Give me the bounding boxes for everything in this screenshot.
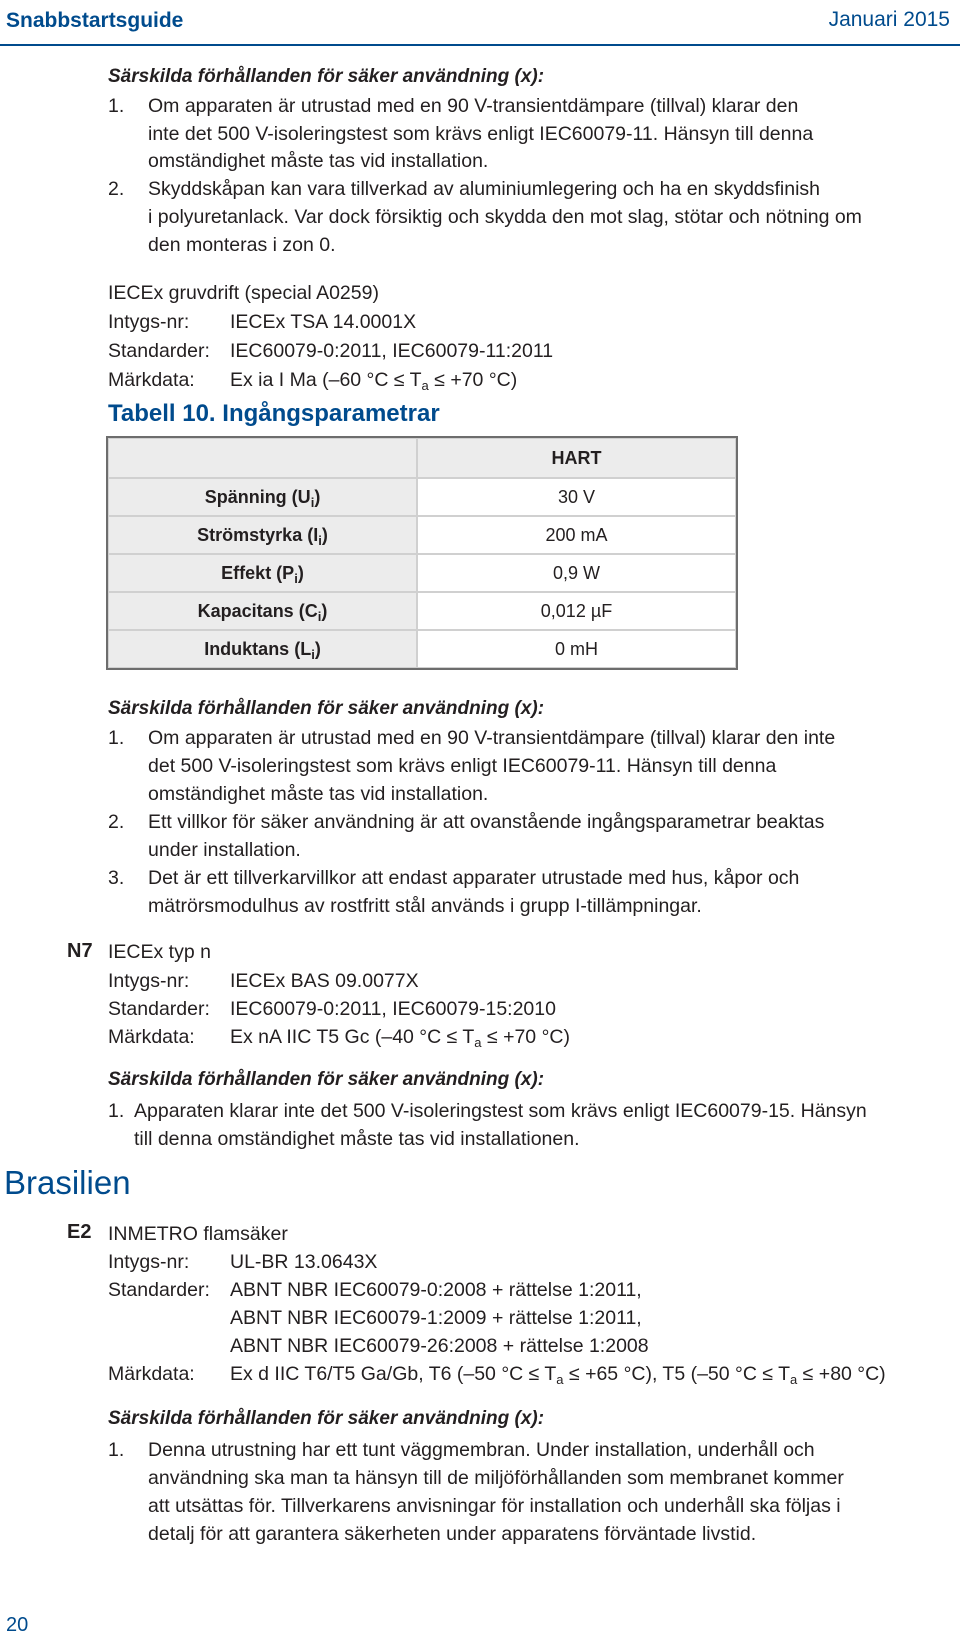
list-item-line: användning ska man ta hänsyn till de miljöförhållanden som membranet kommer (148, 1467, 844, 1489)
parameter-cell: Spänning $(U_i)$ (108, 478, 417, 516)
header-rule (0, 44, 960, 46)
list-item-line: den monteras i zon 0. (148, 234, 336, 256)
list-item-line: mätrörsmodulhus av rostfritt stål används i grupp I-tillämpningar. (148, 895, 702, 917)
list-item-line: detalj för att garantera säkerheten under apparatens förväntade livstid. (148, 1523, 757, 1545)
certificate-value: IECEx BAS 09.0077X (230, 970, 419, 992)
marking-value: Ex nA IIC T5 Gc (–40 $^\circ C \le T_a \le +70$ °C) (230, 1026, 570, 1050)
input-parameters-table (107, 437, 737, 669)
table-row (108, 478, 736, 516)
list-item-number: 1. (108, 1100, 125, 1122)
parameter-cell: Effekt $(P_i)$ (108, 554, 417, 592)
list-item-line: Skyddskåpan kan vara tillverkad av aluminiumlegering och ha en skyddsfinish (148, 178, 821, 200)
list-item-number: 1. (108, 1439, 125, 1461)
list-item-line: Om apparaten är utrustad med en 90 V-transientdämpare (tillval) klarar den (148, 95, 799, 117)
list-item-number: 1. (108, 727, 125, 749)
standards-value: ABNT NBR IEC60079-1:2009 + rättelse 1:2011, (230, 1307, 642, 1329)
list-item-number: 1. (108, 95, 125, 117)
document-date: Januari 2015 (828, 8, 950, 31)
certification-title: INMETRO flamsäker (108, 1223, 288, 1245)
approval-code: N7 (67, 940, 93, 962)
list-item-line: under installation. (148, 839, 301, 861)
value-cell: 0,9 W (417, 554, 736, 592)
standards-label: Standarder: (108, 340, 210, 362)
certification-title: IECEx gruvdrift (special A0259) (108, 282, 379, 304)
list-item-line: Apparaten klarar inte det 500 V-isoleringstest som krävs enligt IEC60079-15. Hänsyn (134, 1100, 867, 1122)
marking-value: Ex ia I Ma (–60 $^\circ C \le T_a \le +70$ °C) (230, 369, 518, 393)
list-item-line: att utsättas för. Tillverkarens anvisningar för installation och underhåll ska följas i (148, 1495, 841, 1517)
standards-label: Standarder: (108, 1279, 210, 1301)
certificate-label: Intygs-nr: (108, 311, 190, 333)
list-item-line: till denna omständighet måste tas vid installationen. (134, 1128, 580, 1150)
standards-value: IEC60079-0:2011, IEC60079-11:2011 (230, 340, 554, 362)
list-item-line: Ett villkor för säker användning är att ovanstående ingångsparametrar beaktas (148, 811, 825, 833)
marking-label: Märkdata: (108, 1363, 195, 1385)
table-column-header: HART (417, 438, 736, 478)
conditions-heading: Särskilda förhållanden för säker användning (x): (108, 1408, 545, 1429)
value-cell: 0 mH (417, 630, 736, 668)
standards-value: ABNT NBR IEC60079-0:2008 + rättelse 1:2011, (230, 1279, 642, 1301)
list-item-line: inte det 500 V-isoleringstest som krävs enligt IEC60079-11. Hänsyn till denna (148, 123, 814, 145)
standards-row (108, 337, 553, 365)
page-number: 20 (6, 1614, 29, 1636)
parameter-cell: Kapacitans $(C_i)$ (108, 592, 417, 630)
parameter-cell: Strömstyrka $(I_i)$ (108, 516, 417, 554)
certificate-number-row (108, 308, 416, 336)
list-item-line: omständighet måste tas vid installation. (148, 783, 489, 805)
section-heading: Brasilien (4, 1164, 131, 1201)
list-item-line: i polyuretanlack. Var dock försiktig och skydda den mot slag, stötar och nötning om (148, 206, 862, 228)
table-row (108, 554, 736, 592)
table-header-row (108, 438, 736, 478)
standards-label: Standarder: (108, 998, 210, 1020)
certificate-number-row (108, 1248, 377, 1276)
value-cell: 0,012 µF (417, 592, 736, 630)
marking-value: Ex d IIC T6/T5 Ga/Gb, T6 (–50 $^\circ C \le T_a \le +65$ °C), T5 (–50 $^\circ C \le T_a \le +80$ °C) (230, 1363, 886, 1387)
marking-row (108, 366, 517, 394)
table-title: Tabell 10. Ingångsparametrar (108, 400, 440, 427)
conditions-heading: Särskilda förhållanden för säker användning (x): (108, 1069, 545, 1090)
marking-row (108, 1360, 886, 1388)
conditions-heading: Särskilda förhållanden för säker användning (x): (108, 66, 545, 87)
list-item-line: Om apparaten är utrustad med en 90 V-transientdämpare (tillval) klarar den inte (148, 727, 836, 749)
standards-row (108, 995, 556, 1023)
marking-row (108, 1023, 570, 1051)
table-row (108, 630, 736, 668)
approval-code: E2 (67, 1221, 92, 1243)
certificate-value: IECEx TSA 14.0001X (230, 311, 417, 333)
list-item-line: Det är ett tillverkarvillkor att endast apparater utrustade med hus, kåpor och (148, 867, 800, 889)
certificate-label: Intygs-nr: (108, 1251, 190, 1273)
value-cell: 30 V (417, 478, 736, 516)
certificate-number-row (108, 967, 419, 995)
certificate-label: Intygs-nr: (108, 970, 190, 992)
list-item-line: det 500 V-isoleringstest som krävs enligt IEC60079-11. Hänsyn till denna (148, 755, 777, 777)
conditions-heading: Särskilda förhållanden för säker användning (x): (108, 698, 545, 719)
marking-label: Märkdata: (108, 369, 195, 391)
page-header (0, 0, 960, 48)
standards-value: IEC60079-0:2011, IEC60079-15:2010 (230, 998, 556, 1020)
certification-title: IECEx typ n (108, 941, 211, 963)
standards-value: ABNT NBR IEC60079-26:2008 + rättelse 1:2008 (230, 1335, 649, 1357)
marking-label: Märkdata: (108, 1026, 195, 1048)
list-item-line: Denna utrustning har ett tunt väggmembran. Under installation, underhåll och (148, 1439, 815, 1461)
standards-row (108, 1276, 642, 1304)
document-title: Snabbstartsguide (6, 9, 184, 32)
table-header-empty (108, 438, 417, 478)
list-item-number: 2. (108, 178, 125, 200)
certificate-value: UL-BR 13.0643X (230, 1251, 378, 1273)
list-item-line: omständighet måste tas vid installation. (148, 150, 489, 172)
list-item-number: 2. (108, 811, 125, 833)
list-item-number: 3. (108, 867, 125, 889)
value-cell: 200 mA (417, 516, 736, 554)
table-row (108, 516, 736, 554)
parameter-cell: Induktans $(L_i)$ (108, 630, 417, 668)
table-row (108, 592, 736, 630)
